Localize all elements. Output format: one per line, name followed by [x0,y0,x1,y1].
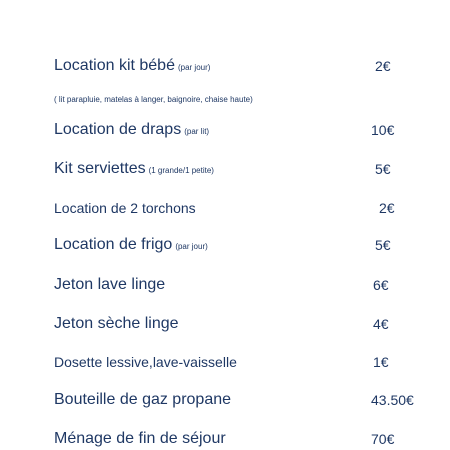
item-note: ( lit parapluie, matelas à langer, baignoire, chaise haute) [54,95,253,104]
item-label: Jeton sèche linge [54,315,179,332]
item-price: 2€ [379,200,395,216]
item-label: Kit serviettes (1 grande/1 petite) [54,160,214,177]
item-label: Ménage de fin de séjour [54,430,226,447]
item-label: Jeton lave linge [54,276,166,293]
item-unit: (par jour) [177,63,211,72]
item-price: 2€ [375,58,391,74]
item-label: Location de frigo (par jour) [54,236,208,253]
item-price: 5€ [375,161,391,177]
item-price: 43.50€ [371,392,414,408]
item-price: 5€ [375,237,391,253]
item-price: 70€ [371,431,395,447]
item-unit: (par lit) [184,127,210,136]
item-price: 4€ [373,316,389,332]
item-label: Dosette lessive,lave-vaisselle [54,354,237,370]
item-unit: (1 grande/1 petite) [148,166,214,175]
item-price: 1€ [373,354,389,370]
item-price: 10€ [371,122,395,138]
item-label: Bouteille de gaz propane [54,391,232,408]
item-unit: (par jour) [175,242,208,251]
item-price: 6€ [373,277,389,293]
item-label: Location de 2 torchons [54,200,196,216]
item-label: Location de draps (par lit) [54,121,210,138]
item-label: Location kit bébé (par jour) [54,57,211,74]
